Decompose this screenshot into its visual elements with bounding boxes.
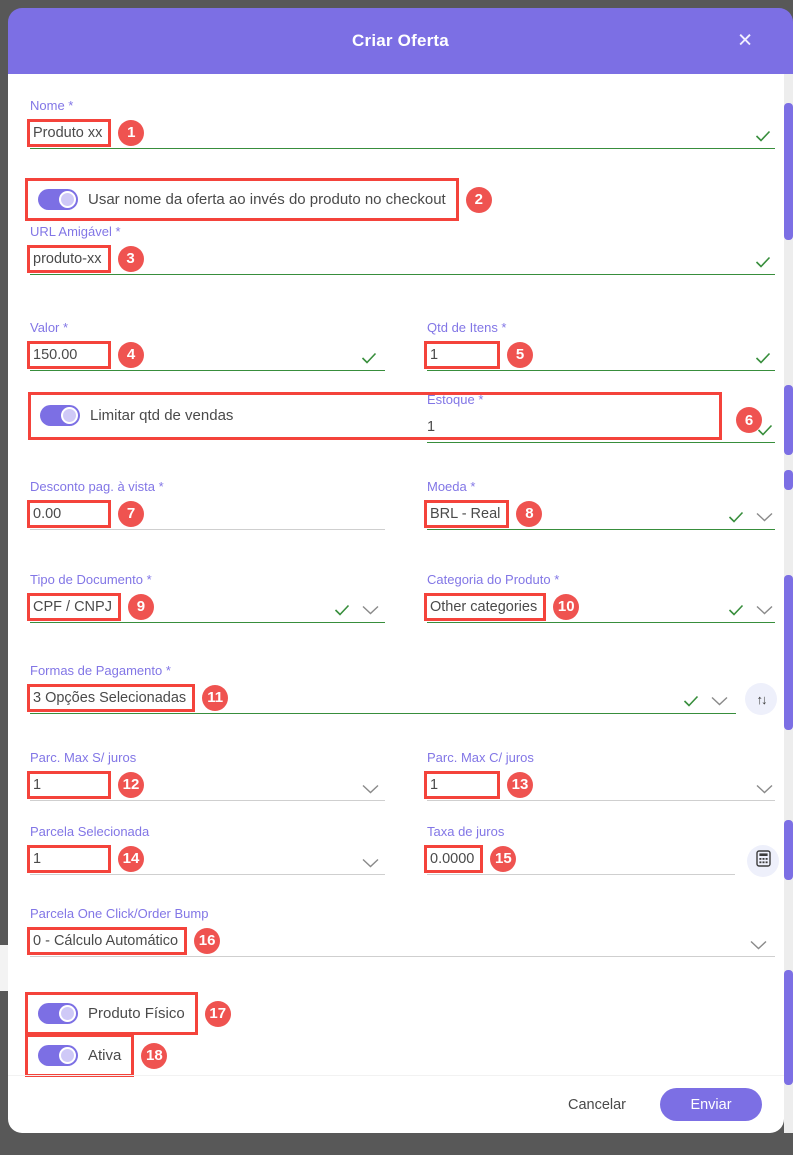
- annotation-box-14: [27, 845, 111, 873]
- field-label: Valor *: [30, 320, 69, 335]
- annotation-badge-3: 3: [118, 246, 144, 272]
- field-parcela-selecionada: [30, 824, 385, 875]
- annotation-badge-6: 6: [736, 407, 762, 433]
- toggle-knob: [59, 1047, 76, 1064]
- field-parc-max-sem-juros: [30, 750, 385, 801]
- annotation-box-2: [25, 178, 459, 221]
- field-label: Qtd de Itens *: [427, 320, 507, 335]
- cancel-button[interactable]: Cancelar: [567, 1096, 626, 1113]
- valid-check-icon: [755, 352, 771, 364]
- valid-check-icon: [755, 130, 771, 142]
- annotation-box-12: [27, 771, 111, 799]
- field-label: Tipo de Documento *: [30, 572, 152, 587]
- submit-button[interactable]: Enviar: [660, 1088, 762, 1121]
- toggle-knob: [61, 407, 78, 424]
- annotation-badge-17: 17: [205, 1001, 231, 1027]
- estoque-input[interactable]: 1: [427, 418, 436, 435]
- scrollbar-thumb[interactable]: [784, 970, 793, 1085]
- toggle-usar-nome-oferta: [28, 178, 492, 221]
- annotation-badge-12: 12: [118, 772, 144, 798]
- sort-arrows-icon: ↑↓: [756, 691, 766, 707]
- valid-check-icon: [334, 604, 350, 616]
- valid-check-icon: [728, 511, 744, 523]
- valid-check-icon: [683, 695, 699, 707]
- chevron-down-icon[interactable]: [750, 940, 767, 950]
- field-parcela-one-click: [30, 906, 775, 957]
- toggle-label: Produto Físico: [88, 1005, 185, 1022]
- field-label: Taxa de juros: [427, 824, 505, 839]
- reorder-payment-button[interactable]: [745, 683, 777, 715]
- field-url-amigavel: [30, 224, 775, 275]
- parcela-one-click-select[interactable]: 0 - Cálculo Automático: [33, 932, 179, 949]
- annotation-box-1: [27, 119, 111, 147]
- modal-header: [8, 8, 793, 74]
- annotation-box-7: [27, 500, 111, 528]
- field-parc-max-com-juros: [427, 750, 775, 801]
- field-label: Parc. Max S/ juros: [30, 750, 137, 765]
- annotation-badge-7: 7: [118, 501, 144, 527]
- annotation-badge-13: 13: [507, 772, 533, 798]
- toggle-label: Limitar qtd de vendas: [90, 407, 234, 424]
- annotation-badge-10: 10: [553, 594, 579, 620]
- parc-max-com-juros-select[interactable]: 1: [430, 776, 439, 793]
- chevron-down-icon[interactable]: [362, 858, 379, 868]
- annotation-badge-5: 5: [507, 342, 533, 368]
- field-valor: [30, 320, 385, 371]
- scrollbar-thumb[interactable]: [784, 103, 793, 240]
- field-label: Moeda *: [427, 479, 476, 494]
- categoria-produto-select[interactable]: Other categories: [430, 598, 538, 615]
- annotation-box-13: [424, 771, 500, 799]
- parc-max-sem-juros-select[interactable]: 1: [33, 776, 42, 793]
- moeda-select[interactable]: BRL - Real: [430, 505, 501, 522]
- toggle-label: Ativa: [88, 1047, 122, 1064]
- annotation-box-4: [27, 341, 111, 369]
- modal-body: [8, 74, 784, 1133]
- desconto-input[interactable]: 0.00: [33, 505, 62, 522]
- annotation-badge-9: 9: [128, 594, 154, 620]
- calculator-icon: [756, 850, 771, 872]
- field-taxa-juros: [427, 824, 735, 875]
- modal-title: Criar Oferta: [352, 31, 449, 50]
- annotation-badge-16: 16: [194, 928, 220, 954]
- valid-check-icon: [361, 352, 377, 364]
- scrollbar-thumb[interactable]: [784, 385, 793, 455]
- annotation-badge-4: 4: [118, 342, 144, 368]
- chevron-down-icon[interactable]: [756, 512, 773, 522]
- annotation-badge-8: 8: [516, 501, 542, 527]
- valid-check-icon: [755, 256, 771, 268]
- chevron-down-icon[interactable]: [756, 605, 773, 615]
- field-label: Estoque *: [427, 392, 484, 407]
- nome-input[interactable]: Produto xx: [33, 124, 103, 141]
- field-label: Parcela Selecionada: [30, 824, 150, 839]
- toggle-ativa: [28, 1034, 167, 1077]
- chevron-down-icon[interactable]: [756, 784, 773, 794]
- url-input[interactable]: produto-xx: [33, 250, 102, 267]
- annotation-box-5: [424, 341, 500, 369]
- annotation-box-10: [424, 593, 546, 621]
- annotation-badge-1: 1: [118, 120, 144, 146]
- field-qtd-itens: [427, 320, 775, 371]
- toggle-label: Usar nome da oferta ao invés do produto no checkout: [88, 191, 446, 208]
- annotation-box-8: [424, 500, 509, 528]
- background-page-fragment: [0, 945, 8, 991]
- annotation-box-18: [25, 1034, 134, 1077]
- field-label: URL Amigável *: [30, 224, 121, 239]
- field-estoque: [427, 392, 775, 443]
- field-label: Nome *: [30, 98, 74, 113]
- toggle-limitar-vendas: [40, 405, 233, 426]
- tipo-documento-select[interactable]: CPF / CNPJ: [33, 598, 112, 615]
- field-categoria-produto: [427, 572, 775, 623]
- annotation-box-15: [424, 845, 483, 873]
- parcela-selecionada-select[interactable]: 1: [33, 850, 42, 867]
- formas-pagamento-select[interactable]: 3 Opções Selecionadas: [33, 689, 187, 706]
- field-label: Parcela One Click/Order Bump: [30, 906, 209, 921]
- chevron-down-icon[interactable]: [711, 696, 728, 706]
- qtd-itens-input[interactable]: 1: [430, 346, 439, 363]
- annotation-box-3: [27, 245, 111, 273]
- annotation-box-17: [25, 992, 198, 1035]
- chevron-down-icon[interactable]: [362, 605, 379, 615]
- field-label: Desconto pag. à vista *: [30, 479, 164, 494]
- chevron-down-icon[interactable]: [362, 784, 379, 794]
- usar-nome-oferta-toggle[interactable]: [38, 189, 78, 210]
- taxa-juros-input[interactable]: 0.0000: [430, 850, 475, 867]
- annotation-badge-18: 18: [141, 1043, 167, 1069]
- limitar-vendas-toggle[interactable]: [40, 405, 80, 426]
- valor-input[interactable]: 150.00: [33, 346, 78, 363]
- field-desconto: [30, 479, 385, 530]
- field-label: Formas de Pagamento *: [30, 663, 171, 678]
- annotation-badge-11: 11: [202, 685, 228, 711]
- ativa-toggle[interactable]: [38, 1045, 78, 1066]
- field-moeda: [427, 479, 775, 530]
- valid-check-icon: [728, 604, 744, 616]
- calculate-interest-button[interactable]: [747, 845, 779, 877]
- scrollbar-thumb[interactable]: [784, 820, 793, 880]
- field-label: Parc. Max C/ juros: [427, 750, 534, 765]
- scrollbar-thumb[interactable]: [784, 575, 793, 730]
- field-formas-pagamento: [30, 663, 736, 714]
- annotation-badge-14: 14: [118, 846, 144, 872]
- toggle-knob: [59, 1005, 76, 1022]
- annotation-badge-15: 15: [490, 846, 516, 872]
- scrollbar-thumb[interactable]: [784, 470, 793, 490]
- annotation-box-16: [27, 927, 187, 955]
- produto-fisico-toggle[interactable]: [38, 1003, 78, 1024]
- annotation-box-9: [27, 593, 121, 621]
- close-icon[interactable]: ✕: [737, 30, 753, 52]
- toggle-knob: [59, 191, 76, 208]
- annotation-badge-2: 2: [466, 187, 492, 213]
- field-tipo-documento: [30, 572, 385, 623]
- field-nome: [30, 98, 775, 149]
- annotation-box-11: [27, 684, 195, 712]
- field-label: Categoria do Produto *: [427, 572, 560, 587]
- modal-footer: [8, 1075, 784, 1133]
- toggle-produto-fisico: [28, 992, 231, 1035]
